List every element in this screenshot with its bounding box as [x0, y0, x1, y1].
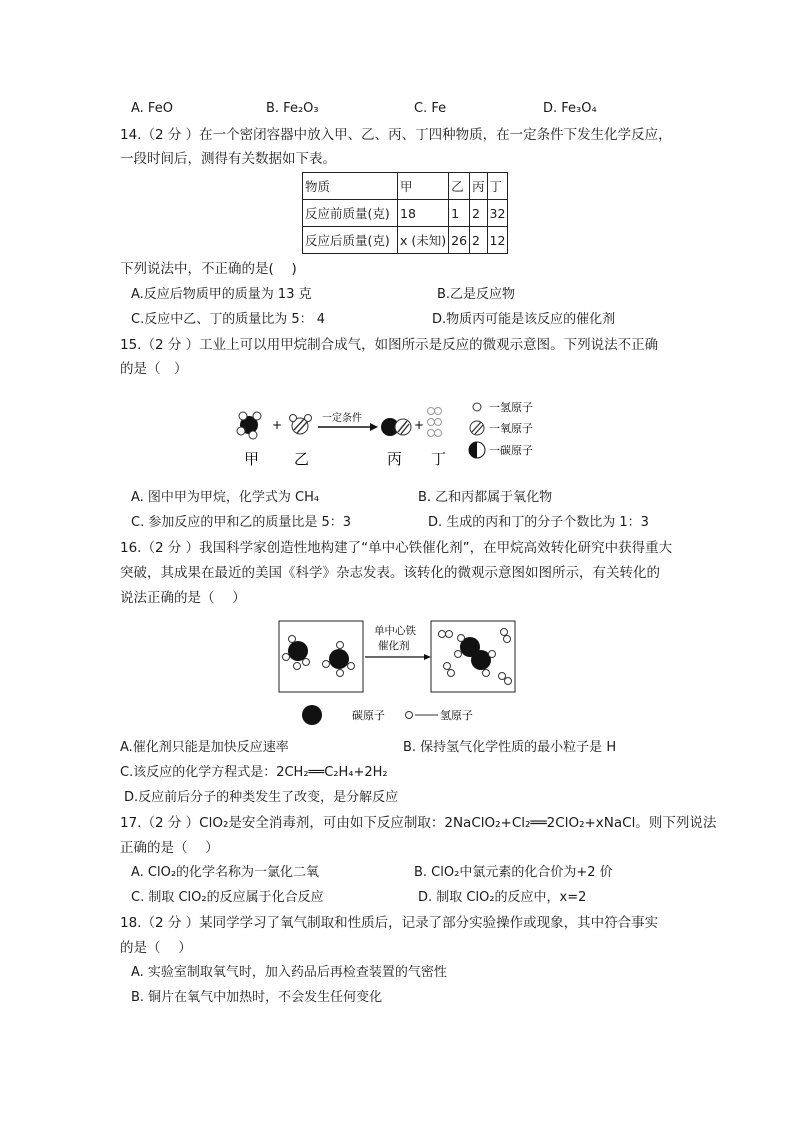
q14-option-d: D.物质丙可能是该反应的催化剂 — [432, 312, 616, 327]
q18-stem-line1: 18.（2 分 ）某同学学习了氧气制取和性质后，记录了部分实验操作或现象，其中符合事实 — [120, 915, 659, 931]
q15-stem-line2: 的是（ ） — [120, 361, 188, 377]
q14-data-table — [302, 172, 508, 254]
table-cell: 1 — [449, 200, 470, 227]
q17-option-b: B. ClO₂中氯元素的化合价为+2 价 — [414, 865, 613, 880]
plus-sign: + — [272, 418, 283, 432]
q18-option-a: A. 实验室制取氧气时，加入药品后再检查装置的气密性 — [131, 965, 447, 980]
label-yi: 乙 — [294, 450, 310, 468]
table-cell: 12 — [487, 227, 508, 254]
hydrogen-molecules — [428, 408, 442, 437]
q17-option-a: A. ClO₂的化学名称为一氯化二氧 — [131, 865, 320, 880]
q14-option-c: C.反应中乙、丁的质量比为 5： 4 — [131, 312, 326, 327]
hydrogen-atom-icon — [406, 712, 413, 719]
q16-stem-line1: 16.（2 分 ）我国科学家创造性地构建了“单中心铁催化剂”，在甲烷高效转化研究中获得重大 — [120, 540, 673, 556]
carbon-monoxide-molecule — [381, 418, 411, 436]
table-row — [303, 200, 508, 227]
q15-stem-line1: 15.（2 分 ）工业上可以用甲烷制合成气，如图所示是反应的微观示意图。下列说法不正确 — [120, 337, 659, 353]
legend-carbon: 一碳原子 — [489, 444, 533, 457]
table-cell: 丁 — [487, 173, 508, 200]
q17-stem-line2: 正确的是（ ） — [120, 840, 219, 856]
table-row — [303, 173, 508, 200]
legend-hydrogen: 氢原子 — [440, 709, 473, 722]
q14-stem-line1: 14.（2 分 ）在一个密闭容器中放入甲、乙、丙、丁四种物质，在一定条件下发生化学反应， — [120, 127, 672, 143]
q14-prompt: 下列说法中，不正确的是( ) — [120, 261, 297, 277]
q15-reaction-diagram — [230, 396, 560, 476]
label-bing: 丙 — [387, 450, 403, 468]
q16-option-d: D.反应前后分子的种类发生了改变，是分解反应 — [124, 790, 399, 805]
table-cell: 物质 — [303, 173, 398, 200]
table-cell: 甲 — [398, 173, 449, 200]
table-cell: 2 — [470, 227, 488, 254]
q13-option-b: B. Fe₂O₃ — [266, 101, 319, 116]
q15-option-a: A. 图中甲为甲烷，化学式为 CH₄ — [131, 490, 320, 505]
table-cell: 乙 — [449, 173, 470, 200]
q15-option-c: C. 参加反应的甲和乙的质量比是 5：3 — [131, 515, 352, 530]
plus-sign: + — [414, 418, 425, 432]
q18-option-b: B. 铜片在氧气中加热时，不会发生任何变化 — [131, 990, 383, 1005]
q16-reaction-diagram — [278, 620, 523, 728]
water-molecule — [290, 415, 312, 435]
q16-option-a: A.催化剂只能是加快反应速率 — [120, 740, 289, 755]
table-cell: 反应后质量(克) — [303, 227, 398, 254]
q14-stem-line2: 一段时间后，测得有关数据如下表。 — [120, 151, 336, 167]
table-cell: 丙 — [470, 173, 488, 200]
q17-stem-line1: 17.（2 分 ）ClO₂是安全消毒剂，可由如下反应制取：2NaClO₂+Cl₂══2ClO₂+xNaCl。则下列说法 — [120, 815, 717, 831]
table-row — [303, 227, 508, 254]
carbon-atom-icon — [302, 705, 322, 725]
oxygen-atom-icon — [470, 421, 484, 435]
q13-option-c: C. Fe — [414, 101, 447, 116]
q15-option-d: D. 生成的丙和丁的分子个数比为 1：3 — [428, 515, 649, 530]
label-ding: 丁 — [431, 450, 447, 468]
table-cell: 反应前质量(克) — [303, 200, 398, 227]
table-cell: x (未知) — [398, 227, 449, 254]
table-cell: 26 — [449, 227, 470, 254]
q15-option-b: B. 乙和丙都属于氧化物 — [418, 490, 553, 505]
q16-option-b: B. 保持氢气化学性质的最小粒子是 H — [403, 740, 617, 755]
q16-option-c: C.该反应的化学方程式是：2CH₂══C₂H₄+2H₂ — [120, 765, 388, 780]
q13-option-d: D. Fe₃O₄ — [543, 101, 597, 116]
diagram-legend — [469, 400, 533, 458]
arrow-head-icon — [424, 654, 431, 660]
methane-molecule — [237, 412, 261, 439]
q14-option-b: B.乙是反应物 — [437, 287, 516, 302]
label-jia: 甲 — [244, 450, 260, 468]
legend-carbon: 碳原子 — [352, 709, 385, 722]
hydrogen-atom-icon — [473, 403, 481, 411]
q14-option-a: A.反应后物质甲的质量为 13 克 — [131, 287, 312, 302]
q16-stem-line2: 突破，其成果在最近的美国《科学》杂志发表。该转化的微观示意图如图所示，有关转化的 — [120, 565, 660, 581]
table-cell: 32 — [487, 200, 508, 227]
catalyst-label-line2: 催化剂 — [378, 640, 410, 652]
q16-stem-line3: 说法正确的是（ ） — [120, 590, 246, 606]
legend-hydrogen: 一氢原子 — [489, 401, 533, 414]
arrow-head-icon — [370, 423, 378, 431]
reaction-condition: 一定条件 — [322, 413, 362, 424]
q17-option-c: C. 制取 ClO₂的反应属于化合反应 — [131, 890, 324, 905]
catalyst-label-line1: 单中心铁 — [374, 625, 416, 637]
table-cell: 2 — [470, 200, 488, 227]
q13-option-a: A. FeO — [131, 101, 173, 116]
table-cell: 18 — [398, 200, 449, 227]
q17-option-d: D. 制取 ClO₂的反应中，x=2 — [418, 890, 587, 905]
legend-oxygen: 一氧原子 — [489, 422, 533, 435]
q18-stem-line2: 的是（ ） — [120, 940, 192, 956]
